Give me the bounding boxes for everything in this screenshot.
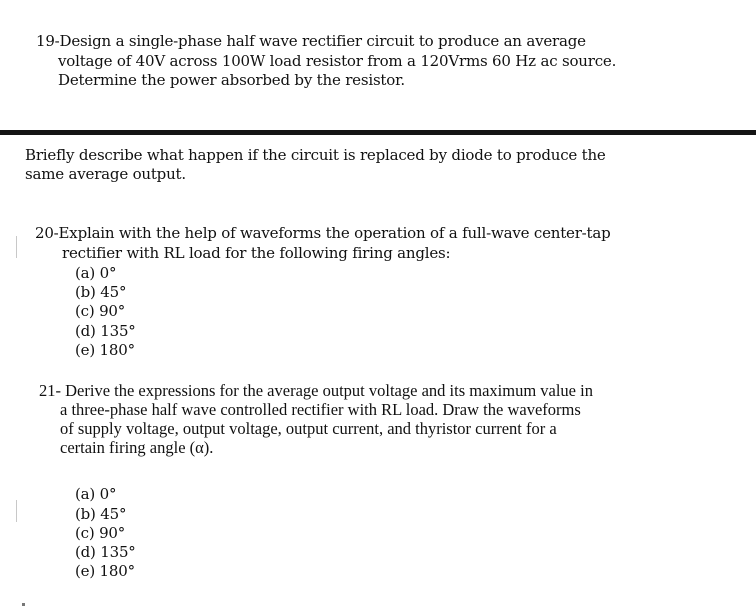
q20-angle-c: (c) 90° <box>75 302 126 320</box>
q21-angle-a: (a) 0° <box>75 485 117 503</box>
followup-line-1: Briefly describe what happen if the circuit is replaced by diode to produce the <box>25 146 606 164</box>
q20-line-2: rectifier with RL load for the following firing angles: <box>62 244 451 262</box>
q20-angle-a: (a) 0° <box>75 264 117 282</box>
scan-mark <box>16 500 17 522</box>
q21-angle-b: (b) 45° <box>75 505 127 523</box>
q21-angle-c: (c) 90° <box>75 524 126 542</box>
scan-mark <box>16 236 17 258</box>
q20-angle-e: (e) 180° <box>75 341 135 359</box>
q19-line-2: voltage of 40V across 100W load resistor from a 120Vrms 60 Hz ac source. <box>58 52 617 70</box>
q20-angle-d: (d) 135° <box>75 322 136 340</box>
q21-line-1: 21- Derive the expressions for the average output voltage and its maximum value in <box>39 381 593 400</box>
q21-line-4: certain firing angle (α). <box>60 438 214 457</box>
q21-line-2: a three-phase half wave controlled rectifier with RL load. Draw the waveforms <box>60 400 581 419</box>
followup-line-2: same average output. <box>25 165 186 183</box>
q20-angle-b: (b) 45° <box>75 283 127 301</box>
q21-angle-d: (d) 135° <box>75 543 136 561</box>
q21-angle-e: (e) 180° <box>75 562 135 580</box>
scan-dot <box>22 603 25 606</box>
section-divider <box>0 130 756 135</box>
q19-line-3: Determine the power absorbed by the resistor. <box>58 71 405 89</box>
q19-line-1: 19-Design a single-phase half wave rectifier circuit to produce an average <box>36 32 586 50</box>
q20-line-1: 20-Explain with the help of waveforms the operation of a full-wave center-tap <box>35 224 611 242</box>
q21-line-3: of supply voltage, output voltage, output current, and thyristor current for a <box>60 419 557 438</box>
